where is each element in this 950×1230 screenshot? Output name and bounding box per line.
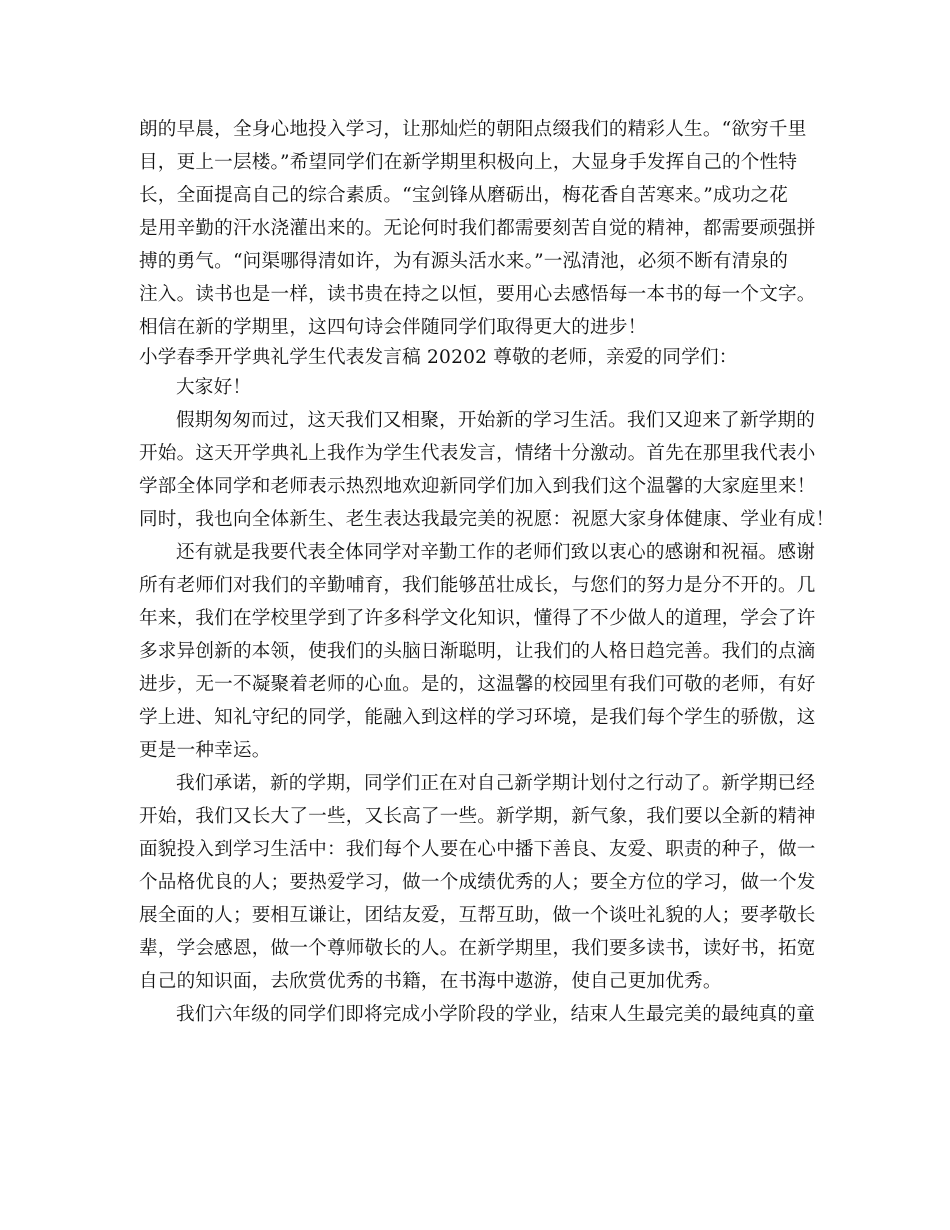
text-line: 开始。这天开学典礼上我作为学生代表发言，情绪十分激动。首先在那里我代表小 <box>139 443 816 464</box>
text-line: 多求异创新的本领，使我们的头脑日渐聪明，让我们的人格日趋完善。我们的点滴 <box>139 641 816 662</box>
text-line: 学上进、知礼守纪的同学，能融入到这样的学习环境，是我们每个学生的骄傲，这 <box>139 707 816 728</box>
text-line: 目，更上一层楼。”希望同学们在新学期里积极向上，大显身手发挥自己的个性特 <box>139 152 798 173</box>
paragraph-start: 假期匆匆而过，这天我们又相聚，开始新的学习生活。我们又迎来了新学期的 <box>176 410 815 431</box>
text-line: 开始，我们又长大了一些，又长高了一些。新学期，新气象，我们要以全新的精神 <box>139 806 816 827</box>
text-line: 是用辛勤的汗水浇灌出来的。无论何时我们都需要刻苦自觉的精神，都需要顽强拼 <box>139 218 816 239</box>
text-line: 学部全体同学和老师表示热烈地欢迎新同学们加入到我们这个温馨的大家庭里来！ <box>139 476 816 497</box>
text-line: 展全面的人；要相互谦让，团结友爱，互帮互助，做一个谈吐礼貌的人；要孝敬长 <box>139 905 816 926</box>
paragraph-start: 我们六年级的同学们即将完成小学阶段的学业，结束人生最完美的最纯真的童 <box>176 1004 815 1025</box>
text-line: 相信在新的学期里，这四句诗会伴随同学们取得更大的进步！ <box>139 317 647 338</box>
text-line: 辈，学会感恩，做一个尊师敬长的人。在新学期里，我们要多读书，读好书，拓宽 <box>139 938 816 959</box>
text-line: 自己的知识面，去欣赏优秀的书籍，在书海中遨游，使自己更加优秀。 <box>139 971 722 992</box>
text-line: 所有老师们对我们的辛勤哺育，我们能够茁壮成长，与您们的努力是分不开的。几 <box>139 575 816 596</box>
text-line: 注入。读书也是一样，读书贵在持之以恒，要用心去感悟每一本书的每一个文字。 <box>139 284 816 305</box>
text-line: 搏的勇气。“问渠哪得清如许，为有源头活水来。”一泓清池，必须不断有清泉的 <box>139 251 789 272</box>
text-line: 朗的早晨，全身心地投入学习，让那灿烂的朝阳点缀我们的精彩人生。“欲穷千里 <box>139 119 807 140</box>
greeting-line: 大家好！ <box>176 377 252 398</box>
heading-line: 小学春季开学典礼学生代表发言稿 20202 尊敬的老师，亲爱的同学们： <box>139 347 738 368</box>
text-line: 个品格优良的人；要热爱学习，做一个成绩优秀的人；要全方位的学习，做一个发 <box>139 872 816 893</box>
text-line: 同时，我也向全体新生、老生表达我最完美的祝愿：祝愿大家身体健康、学业有成！ <box>139 509 835 530</box>
text-line: 面貌投入到学习生活中：我们每个人要在心中播下善良、友爱、职责的种子，做一 <box>139 839 816 860</box>
text-line: 年来，我们在学校里学到了许多科学文化知识，懂得了不少做人的道理，学会了许 <box>139 608 816 629</box>
text-line: 进步，无一不凝聚着老师的心血。是的，这温馨的校园里有我们可敬的老师，有好 <box>139 674 816 695</box>
paragraph-start: 我们承诺，新的学期，同学们正在对自己新学期计划付之行动了。新学期已经 <box>176 773 815 794</box>
text-line: 长，全面提高自己的综合素质。“宝剑锋从磨砺出，梅花香自苦寒来。”成功之花 <box>139 185 789 206</box>
text-line: 更是一种幸运。 <box>139 740 271 761</box>
paragraph-start: 还有就是我要代表全体同学对辛勤工作的老师们致以衷心的感谢和祝福。感谢 <box>176 542 815 563</box>
